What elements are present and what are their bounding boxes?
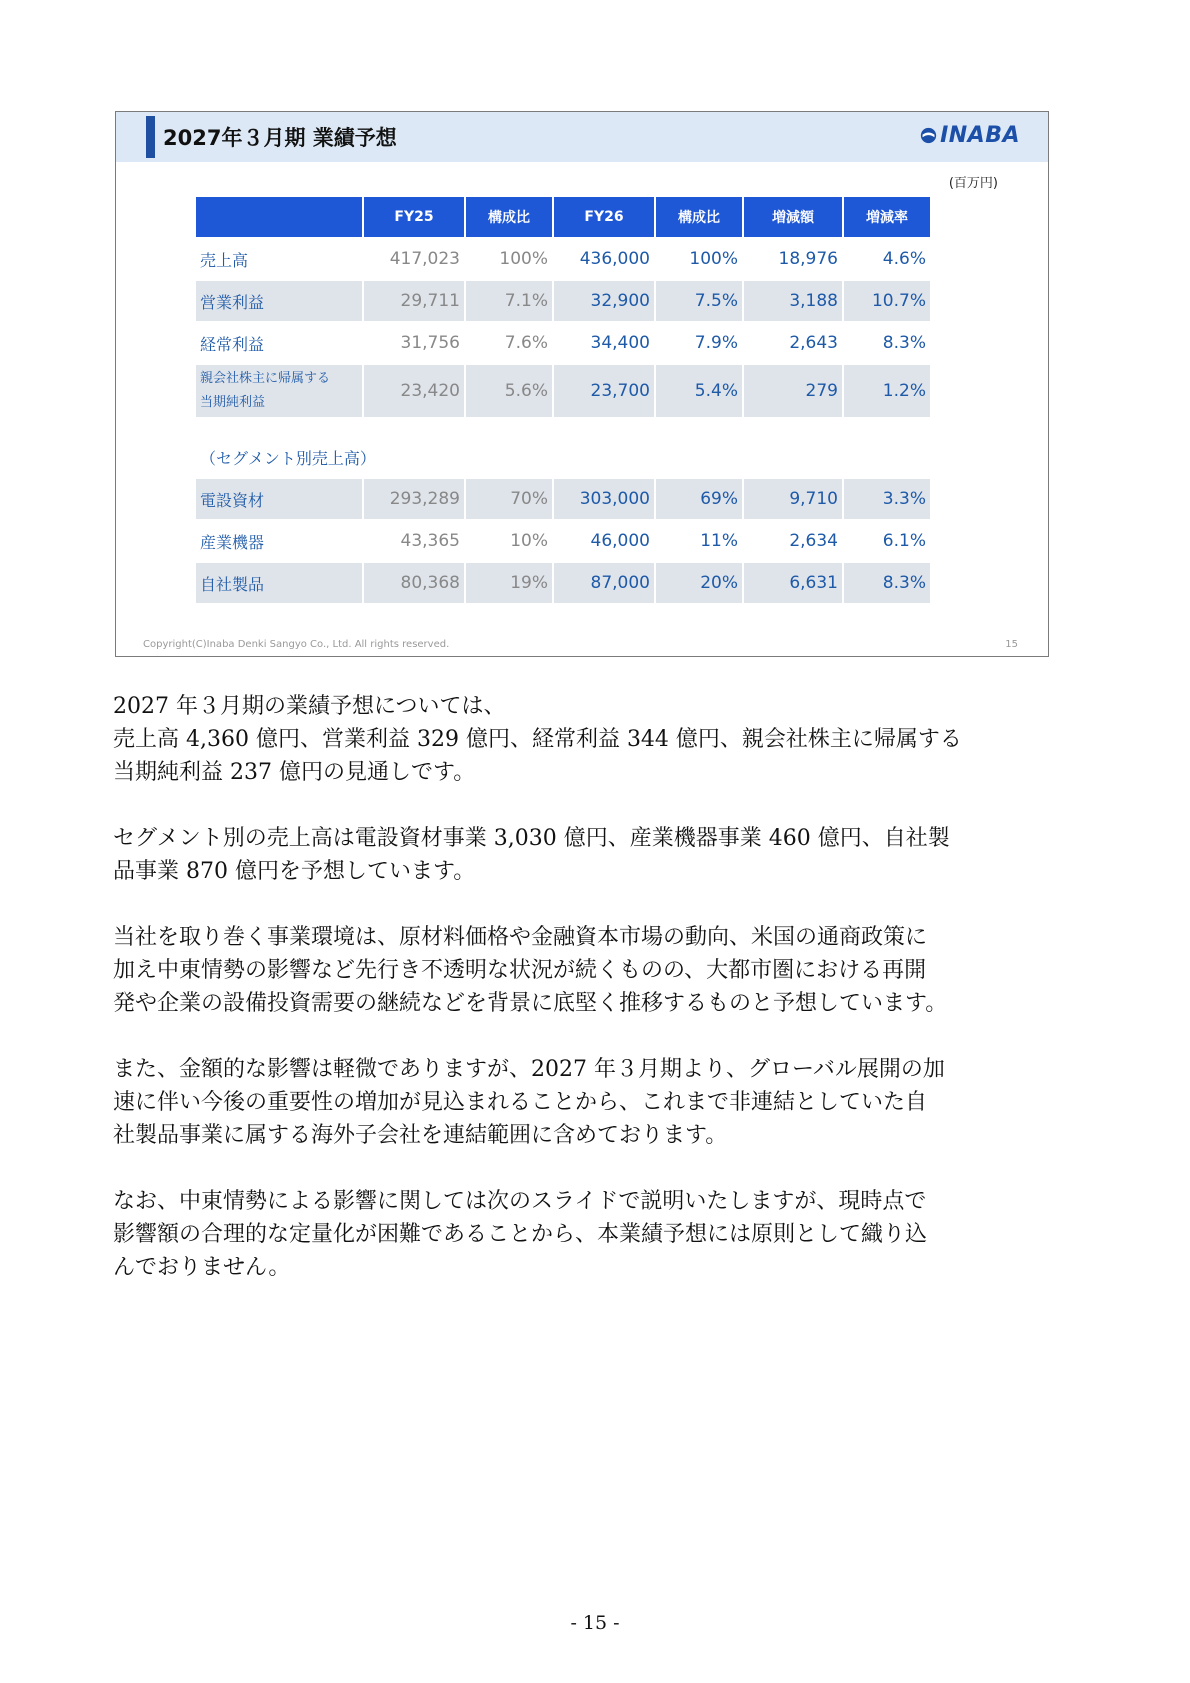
cell-ratio26: 7.5% xyxy=(656,281,742,321)
title-accent-bar xyxy=(146,116,155,158)
cell-rate: 10.7% xyxy=(844,281,930,321)
row-label: 売上高 xyxy=(200,250,249,270)
slide-title: 2027年３月期 業績予想 xyxy=(163,126,397,150)
cell-fy26: 34,400 xyxy=(590,333,650,353)
forecast-table xyxy=(194,195,932,605)
cell-fy25: 417,023 xyxy=(389,249,460,269)
cell-ratio26: 5.4% xyxy=(656,365,742,417)
cell-ratio26: 11% xyxy=(700,531,738,551)
company-logo xyxy=(920,122,1020,148)
cell-diff: 6,631 xyxy=(744,563,842,603)
table-row xyxy=(196,365,930,417)
table-row xyxy=(196,281,930,321)
cell-ratio26: 7.9% xyxy=(694,333,738,353)
table-row xyxy=(196,563,930,603)
cell-fy25: 43,365 xyxy=(400,531,460,551)
row-label: 親会社株主に帰属する 当期純利益 xyxy=(196,365,362,417)
cell-fy25: 23,420 xyxy=(364,365,464,417)
cell-rate: 8.3% xyxy=(882,333,926,353)
cell-ratio26: 20% xyxy=(656,563,742,603)
row-label: 自社製品 xyxy=(196,563,362,603)
cell-rate: 4.6% xyxy=(882,249,926,269)
copyright-notice: Copyright(C)Inaba Denki Sangyo Co., Ltd. All rights reserved. xyxy=(143,639,450,650)
cell-diff: 18,976 xyxy=(778,249,838,269)
slide-number: 15 xyxy=(1005,639,1018,650)
table-row xyxy=(196,479,930,519)
header-cell-fy25: FY25 xyxy=(364,197,464,237)
cell-diff: 279 xyxy=(744,365,842,417)
cell-ratio26: 69% xyxy=(656,479,742,519)
cell-ratio25: 5.6% xyxy=(466,365,552,417)
cell-rate: 8.3% xyxy=(844,563,930,603)
segment-heading: （セグメント別売上高） xyxy=(200,449,376,468)
cell-rate: 3.3% xyxy=(844,479,930,519)
cell-ratio25: 10% xyxy=(510,531,548,551)
row-label: 営業利益 xyxy=(196,281,362,321)
table-row xyxy=(196,239,930,279)
cell-fy26: 436,000 xyxy=(579,249,650,269)
cell-fy26: 303,000 xyxy=(554,479,654,519)
header-cell-rate: 増減率 xyxy=(844,197,930,237)
cell-ratio26: 100% xyxy=(689,249,738,269)
header-cell-label xyxy=(196,197,362,237)
unit-label: (百万円) xyxy=(948,176,998,191)
slide-header xyxy=(116,112,1048,162)
row-label: 経常利益 xyxy=(200,334,265,354)
cell-fy26: 32,900 xyxy=(554,281,654,321)
cell-diff: 9,710 xyxy=(744,479,842,519)
row-label: 電設資材 xyxy=(196,479,362,519)
row-label: 産業機器 xyxy=(200,532,265,552)
cell-rate: 6.1% xyxy=(882,531,926,551)
logo-mark-icon xyxy=(920,127,937,144)
page-number: - 15 - xyxy=(570,1612,620,1634)
paragraph: 2027 年３月期の業績予想については、 売上高 4,360 億円、営業利益 329 億円、経常利益 344 億円、親会社株主に帰属する 当期純利益 237 億円の見通しです。 xyxy=(113,694,962,785)
paragraph: 当社を取り巻く事業環境は、原材料価格や金融資本市場の動向、米国の通商政策に 加え中東情勢の影響など先行き不透明な状況が続くものの、大都市圏における再開 発や企業の設備投資需要の継続などを背景に底堅く推移するものと予想しています。 xyxy=(113,925,948,1016)
table-row xyxy=(196,323,930,363)
cell-ratio25: 70% xyxy=(466,479,552,519)
cell-ratio25: 7.6% xyxy=(504,333,548,353)
table-header-row xyxy=(196,197,930,237)
cell-fy25: 293,289 xyxy=(364,479,464,519)
cell-diff: 3,188 xyxy=(744,281,842,321)
header-cell-diff: 増減額 xyxy=(744,197,842,237)
paragraph: なお、中東情勢による影響に関しては次のスライドで説明いたしますが、現時点で 影響額の合理的な定量化が困難であることから、本業績予想には原則として織り込 んでおりません。 xyxy=(113,1189,928,1280)
cell-ratio25: 19% xyxy=(466,563,552,603)
cell-diff: 2,634 xyxy=(789,531,838,551)
slide-panel xyxy=(115,111,1049,657)
table-row xyxy=(196,521,930,561)
cell-ratio25: 7.1% xyxy=(466,281,552,321)
header-cell-ratio25: 構成比 xyxy=(466,197,552,237)
segment-heading-row xyxy=(196,419,930,477)
cell-fy26: 87,000 xyxy=(554,563,654,603)
commentary-text xyxy=(113,690,1073,1317)
logo-text: INABA xyxy=(940,122,1020,148)
cell-ratio25: 100% xyxy=(499,249,548,269)
cell-fy26: 23,700 xyxy=(554,365,654,417)
header-cell-fy26: FY26 xyxy=(554,197,654,237)
cell-fy25: 29,711 xyxy=(364,281,464,321)
header-cell-ratio26: 構成比 xyxy=(656,197,742,237)
paragraph: また、金額的な影響は軽微でありますが、2027 年３月期より、グローバル展開の加 速に伴い今後の重要性の増加が見込まれることから、これまで非連結としていた自 社製品事業に属する海外子会社を連結範囲に含めております。 xyxy=(113,1057,945,1148)
cell-fy25: 80,368 xyxy=(364,563,464,603)
paragraph: セグメント別の売上高は電設資材事業 3,030 億円、産業機器事業 460 億円、自社製 品事業 870 億円を予想しています。 xyxy=(113,826,950,884)
cell-rate: 1.2% xyxy=(844,365,930,417)
cell-fy26: 46,000 xyxy=(590,531,650,551)
cell-diff: 2,643 xyxy=(789,333,838,353)
cell-fy25: 31,756 xyxy=(400,333,460,353)
